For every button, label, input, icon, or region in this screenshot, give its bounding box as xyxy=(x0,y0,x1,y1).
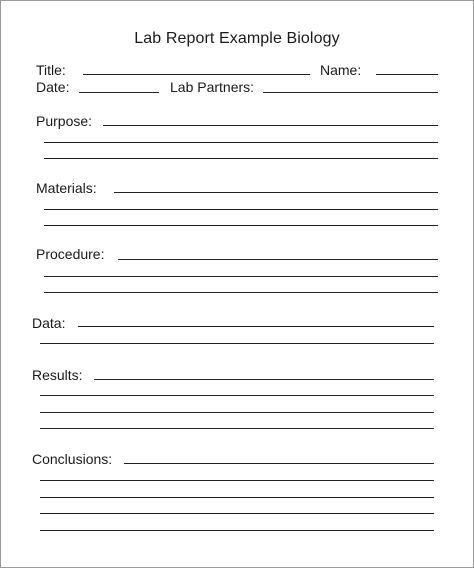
name-field-line[interactable] xyxy=(376,74,438,75)
procedure-label: Procedure: xyxy=(36,246,105,262)
title-label: Title: xyxy=(36,62,66,78)
results-line-3[interactable] xyxy=(40,412,434,413)
results-line-1[interactable] xyxy=(94,379,434,380)
lab-partners-label: Lab Partners: xyxy=(170,79,255,95)
data-label: Data: xyxy=(32,315,66,331)
name-label: Name: xyxy=(320,62,362,78)
page-title: Lab Report Example Biology xyxy=(134,30,340,47)
purpose-label: Purpose: xyxy=(36,113,93,129)
data-line-2[interactable] xyxy=(40,343,434,344)
materials-line-3[interactable] xyxy=(44,225,438,226)
conclusions-line-1[interactable] xyxy=(124,463,434,464)
materials-line-2[interactable] xyxy=(44,209,438,210)
conclusions-line-3[interactable] xyxy=(40,497,434,498)
materials-line-1[interactable] xyxy=(114,192,438,193)
conclusions-label: Conclusions: xyxy=(32,451,113,467)
conclusions-line-4[interactable] xyxy=(40,513,434,514)
procedure-line-2[interactable] xyxy=(44,276,438,277)
date-label: Date: xyxy=(36,79,70,95)
purpose-line-1[interactable] xyxy=(103,125,438,126)
date-field-line[interactable] xyxy=(79,92,159,93)
purpose-line-2[interactable] xyxy=(44,142,438,143)
procedure-line-3[interactable] xyxy=(44,292,438,293)
results-line-4[interactable] xyxy=(40,428,434,429)
conclusions-line-2[interactable] xyxy=(40,480,434,481)
conclusions-line-5[interactable] xyxy=(40,530,434,531)
results-line-2[interactable] xyxy=(40,395,434,396)
lab-partners-field-line[interactable] xyxy=(263,92,438,93)
data-line-1[interactable] xyxy=(78,326,434,327)
procedure-line-1[interactable] xyxy=(118,259,438,260)
materials-label: Materials: xyxy=(36,180,97,196)
results-label: Results: xyxy=(32,367,83,383)
title-field-line[interactable] xyxy=(83,74,310,75)
purpose-line-3[interactable] xyxy=(44,158,438,159)
